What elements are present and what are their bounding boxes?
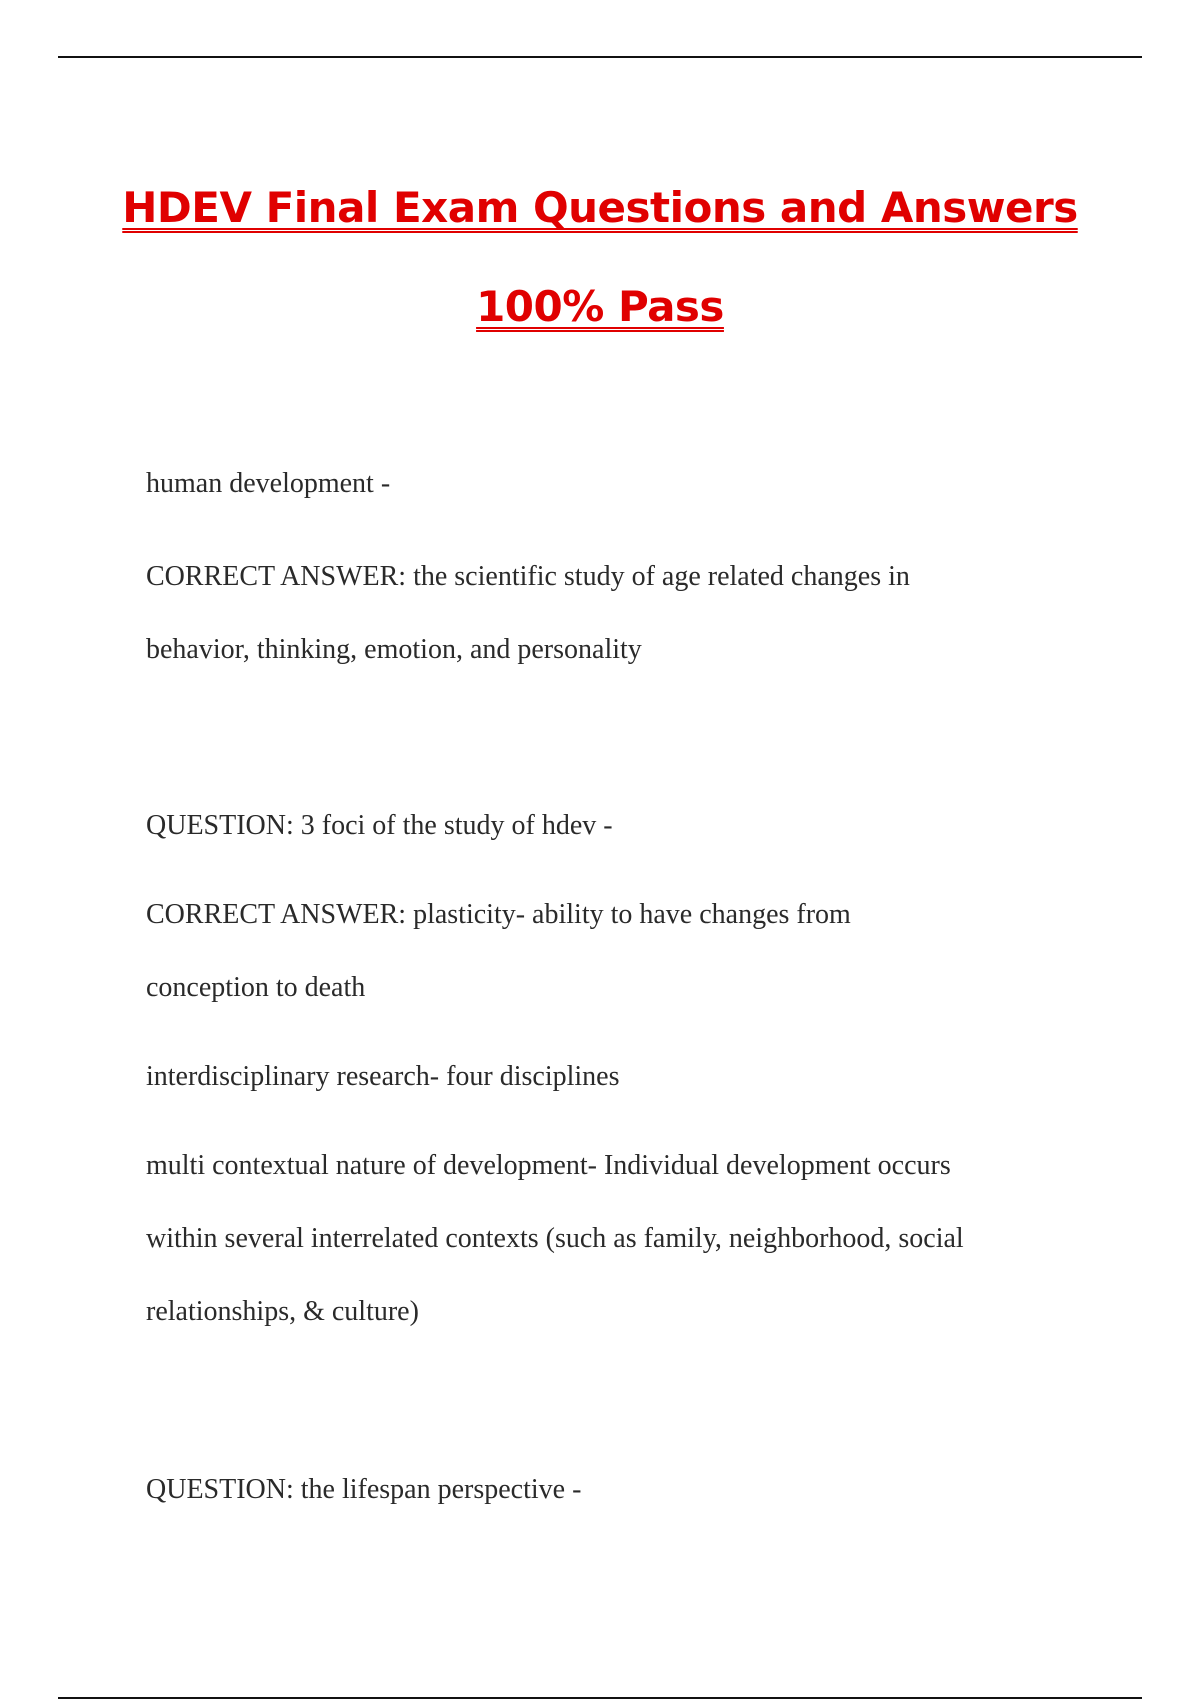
answer-line: CORRECT ANSWER: the scientific study of age related changes in bbox=[146, 561, 910, 592]
question-term-line: human development - bbox=[146, 468, 391, 499]
answer-line: multi contextual nature of development- Individual development occurs bbox=[146, 1150, 951, 1181]
answer-line: relationships, & culture) bbox=[146, 1296, 419, 1327]
question-line: QUESTION: 3 foci of the study of hdev - bbox=[146, 810, 613, 841]
answer-line: CORRECT ANSWER: plasticity- ability to have changes from bbox=[146, 899, 851, 930]
answer-line: within several interrelated contexts (such as family, neighborhood, social bbox=[146, 1223, 964, 1254]
answer-line: conception to death bbox=[146, 972, 366, 1003]
document-title: HDEV Final Exam Questions and Answers bbox=[122, 183, 1078, 232]
document-subtitle: 100% Pass bbox=[476, 282, 724, 331]
question-line: QUESTION: the lifespan perspective - bbox=[146, 1474, 582, 1505]
answer-line: behavior, thinking, emotion, and personality bbox=[146, 634, 642, 665]
header-rule bbox=[58, 56, 1142, 58]
footer-rule bbox=[58, 1697, 1142, 1699]
answer-line: interdisciplinary research- four disciplines bbox=[146, 1061, 620, 1092]
